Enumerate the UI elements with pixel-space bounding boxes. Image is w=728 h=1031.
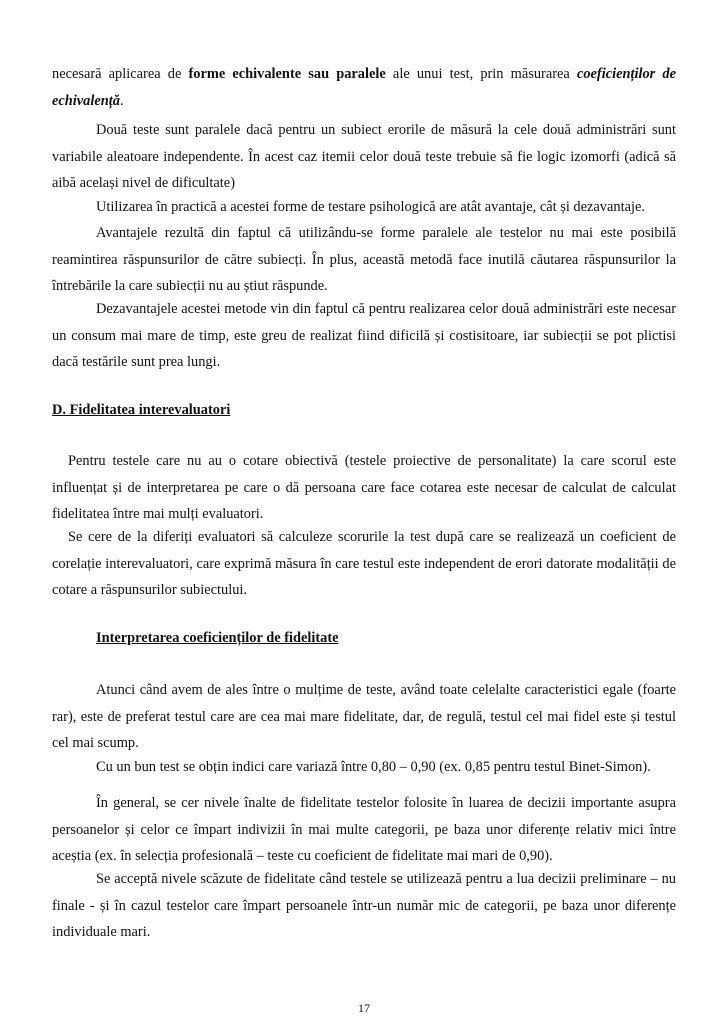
paragraph-equivalence-intro	[52, 61, 676, 114]
text-run: ale unui test, prin măsurarea	[385, 66, 577, 82]
text-run: necesară aplicarea de	[52, 66, 189, 82]
paragraph-choosing-tests: Atunci când avem de ales între o mulțime de teste, având toate celelalte caracteristici egale (foarte rar), este de preferat testul care are cea mai mare fidelitate, dar, de regulă, testul cel mai fidel este și testul cel mai scump.	[52, 682, 676, 752]
subheading: Interpretarea coeficienților de fidelitate	[96, 630, 339, 646]
paragraph-low-reliability: Se acceptă nivele scăzute de fidelitate când testele se utilizează pentru a lua decizii preliminare – nu finale - și în cazul testelor care împart persoanele într-un număr mic de categorii, pe baza unor diferențe individuale mari.	[52, 871, 676, 941]
paragraph-high-reliability: În general, se cer nivele înalte de fidelitate testelor folosite în luarea de decizii importante asupra persoanelor și celor ce împart indivizii în mai multe categorii, pe baza unor diferențe relativ mici între aceștia (ex. în selecția profesională – teste cu coeficient de fidelitate mai mari de 0,90).	[52, 795, 676, 865]
bold-term-parallel-forms: forme echivalente sau paralele	[188, 66, 386, 82]
paragraph-disadvantages: Dezavantajele acestei metode vin din faptul că pentru realizarea celor două administrări este necesar un consum mai mare de timp, este greu de realizat fiind dificilă și costisitoare, iar subiecții se pot plictisi dacă testările sunt prea lungi.	[52, 301, 676, 371]
paragraph-advantages: Avantajele rezultă din faptul că utilizându-se forme paralele ale testelor nu mai este posibilă reamintirea răspunsurilor de către subiecți. În plus, această metodă face inutilă căutarea răspunsurilor la întrebările la care subiecții nu au știut răspunde.	[52, 225, 676, 295]
bold-italic-term-equivalence-coefficients: coeficienților de echivalență	[52, 66, 676, 109]
paragraph-parallel-tests-definition: Două teste sunt paralele dacă pentru un subiect erorile de măsură la cele două administrări sunt variabile aleatoare independente. În acest caz itemii celor două teste trebuie să fie logic izomorfi (adică să aibă același nivel de dificultate)	[52, 122, 676, 192]
section-heading: D. Fidelitatea interevaluatori	[52, 402, 231, 418]
paragraph-usage: Utilizarea în practică a acestei forme de testare psihologică are atât avantaje, cât și dezavantaje.	[96, 199, 645, 215]
page-number: 17	[358, 1001, 370, 1015]
paragraph-interrater-method: Se cere de la diferiți evaluatori să calculeze scorurile la test după care se realizează un coeficient de corelație interevaluatori, care exprimă măsura în care testul este independent de erori datorate modalității de cotare a răspunsurilor subiectului.	[52, 529, 676, 599]
paragraph-interrater-intro: Pentru testele care nu au o cotare obiectivă (testele proiective de personalitate) la care scorul este influențat și de interpretarea pe care o dă persoana care face cotarea este necesar de calculat de calculat fidelitatea între mai mulți evaluatori.	[52, 453, 676, 523]
text-run: .	[119, 92, 124, 109]
paragraph-indices-range: Cu un bun test se obțin indici care variază între 0,80 – 0,90 (ex. 0,85 pentru testul Binet-Simon).	[96, 759, 651, 775]
